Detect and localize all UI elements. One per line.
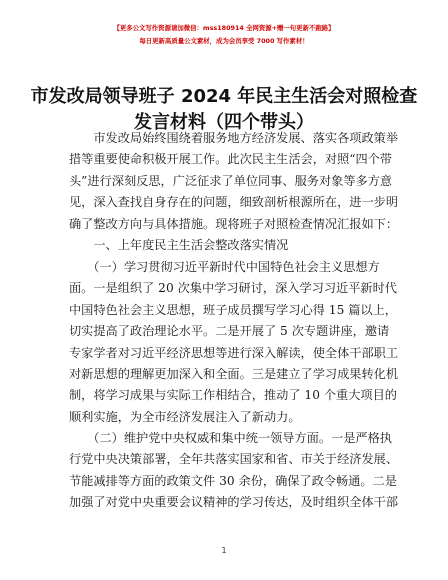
document-title-line-1: 市发改局领导班子 2024 年民主生活会对照检查 (30, 86, 418, 107)
text-line: （一）学习贯彻习近平新时代中国特色社会主义思想方 (69, 260, 380, 274)
promo-banner-line-2: 每日更新高质量公文素材，成为会员享受 7000 写作素材！ (139, 37, 309, 45)
promo-banner-line-1: 【更多公文写作资源请加微信：mss180914 全网资源+赠一句更新不跑路】 (113, 24, 335, 32)
intro-paragraph (69, 128, 399, 235)
section-heading (69, 235, 369, 256)
text-line: 市发改局始终围绕着服务地方经济发展、落实各项政策举 (69, 131, 399, 145)
text-line: 措等重要使命积极开展工作。此次民主生活会，对照“四个带 (69, 152, 393, 167)
text-line: 确了整改方向与具体措施。现将班子对照检查情况汇报如下： (69, 216, 399, 231)
paragraph-party-authority (69, 428, 399, 514)
text-line: 节能减排等方面的政策文件 30 余份，确保了政令畅通。二是 (69, 473, 397, 488)
text-line: 加强了对党中央重要会议精神的学习传达，及时组织全体干部 (69, 495, 399, 510)
text-line: 行党中央决策部署，全年共落实国家和省、市关于经济发展、 (69, 452, 399, 467)
page-number: 1 (221, 546, 227, 555)
section-heading-text: 一、上年度民主生活会整改落实情况 (69, 238, 289, 252)
text-line: 切实提高了政治理论水平。二是开展了 5 次专题讲座，邀请 (69, 324, 390, 339)
text-line: 顺利实施，为全市经济发展注入了新动力。 (69, 409, 301, 424)
text-line: 专家学者对习近平经济思想等进行深入解读，使全体干部职工 (69, 345, 399, 360)
text-line: （二）维护党中央权威和集中统一领导方面。一是严格执 (69, 431, 392, 445)
text-line: 中国特色社会主义思想，班子成员撰写学习心得 15 篇以上， (69, 302, 397, 317)
text-line: 头”进行深刻反思，广泛征求了单位同事、服务对象等多方意 (69, 173, 393, 188)
text-line: 制，将学习成果与实际工作相结合，推动了 10 个重大项目的 (69, 388, 397, 403)
document-title-line-2: 发言材料（四个带头） (134, 112, 314, 133)
paragraph-study-thought (69, 257, 399, 428)
text-line: 对新思想的理解更加深入和全面。三是建立了学习成果转化机 (69, 366, 399, 381)
text-line: 面。一是组织了 20 次集中学习研讨，深入学习习近平新时代 (69, 281, 397, 296)
text-line: 见，深入查找自身存在的问题，细致剖析根源所在，进一步明 (69, 195, 399, 210)
